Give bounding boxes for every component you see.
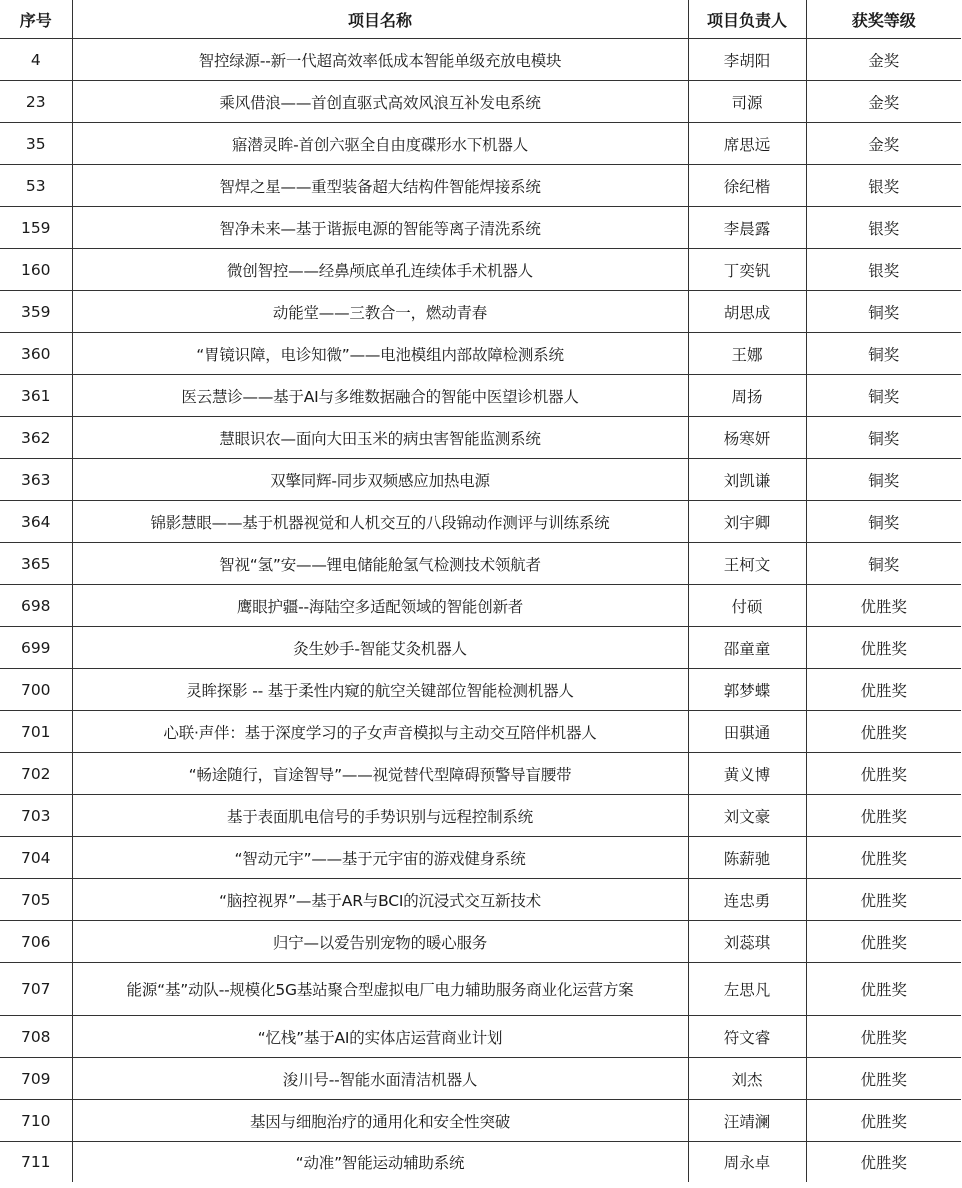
leader-cell: 连忠勇 <box>688 879 806 921</box>
leader-cell: 付硕 <box>688 585 806 627</box>
leader-cell: 杨寒妍 <box>688 417 806 459</box>
project-name-cell: “动准”智能运动辅助系统 <box>72 1142 688 1183</box>
award-cell: 优胜奖 <box>806 669 961 711</box>
project-name-cell: 锦影慧眼——基于机器视觉和人机交互的八段锦动作测评与训练系统 <box>72 501 688 543</box>
award-cell: 优胜奖 <box>806 711 961 753</box>
serial-cell: 706 <box>0 921 72 963</box>
leader-cell: 符文睿 <box>688 1016 806 1058</box>
table-row <box>0 1016 961 1058</box>
serial-cell: 4 <box>0 39 72 81</box>
leader-cell: 汪靖澜 <box>688 1100 806 1142</box>
leader-cell: 黄义博 <box>688 753 806 795</box>
table-row <box>0 123 961 165</box>
serial-cell: 53 <box>0 165 72 207</box>
serial-cell: 364 <box>0 501 72 543</box>
serial-cell: 711 <box>0 1142 72 1183</box>
award-cell: 银奖 <box>806 207 961 249</box>
table-row <box>0 1142 961 1183</box>
leader-cell: 胡思成 <box>688 291 806 333</box>
table-row <box>0 249 961 291</box>
serial-cell: 700 <box>0 669 72 711</box>
table-row <box>0 963 961 1016</box>
serial-cell: 23 <box>0 81 72 123</box>
leader-cell: 左思凡 <box>688 963 806 1016</box>
award-cell: 铜奖 <box>806 417 961 459</box>
serial-cell: 35 <box>0 123 72 165</box>
project-name-cell: “忆栈”基于AI的实体店运营商业计划 <box>72 1016 688 1058</box>
project-name-cell: 心联·声伴：基于深度学习的子女声音模拟与主动交互陪伴机器人 <box>72 711 688 753</box>
serial-cell: 709 <box>0 1058 72 1100</box>
leader-cell: 王娜 <box>688 333 806 375</box>
leader-cell: 王柯文 <box>688 543 806 585</box>
table-row <box>0 1058 961 1100</box>
table-row <box>0 417 961 459</box>
project-name-cell: 能源“基”动队--规模化5G基站聚合型虚拟电厂电力辅助服务商业化运营方案 <box>72 963 688 1016</box>
serial-cell: 704 <box>0 837 72 879</box>
serial-cell: 699 <box>0 627 72 669</box>
project-name-cell: 浚川号--智能水面清洁机器人 <box>72 1058 688 1100</box>
serial-cell: 160 <box>0 249 72 291</box>
award-cell: 优胜奖 <box>806 795 961 837</box>
award-cell: 铜奖 <box>806 333 961 375</box>
project-name-cell: 基于表面肌电信号的手势识别与远程控制系统 <box>72 795 688 837</box>
award-cell: 金奖 <box>806 123 961 165</box>
project-name-cell: 智净未来—基于谐振电源的智能等离子清洗系统 <box>72 207 688 249</box>
award-cell: 优胜奖 <box>806 963 961 1016</box>
header-row <box>0 0 961 39</box>
serial-cell: 703 <box>0 795 72 837</box>
project-name-cell: 双擎同辉-同步双频感应加热电源 <box>72 459 688 501</box>
award-cell: 金奖 <box>806 39 961 81</box>
project-name-cell: 动能堂——三教合一，燃动青春 <box>72 291 688 333</box>
award-cell: 铜奖 <box>806 501 961 543</box>
leader-cell: 徐纪楷 <box>688 165 806 207</box>
award-cell: 铜奖 <box>806 375 961 417</box>
table-row <box>0 879 961 921</box>
award-cell: 优胜奖 <box>806 1142 961 1183</box>
project-name-cell: 智视“氢”安——锂电储能舱氢气检测技术领航者 <box>72 543 688 585</box>
serial-cell: 708 <box>0 1016 72 1058</box>
award-cell: 优胜奖 <box>806 921 961 963</box>
award-cell: 金奖 <box>806 81 961 123</box>
header-serial: 序号 <box>0 0 72 39</box>
table-row <box>0 81 961 123</box>
header-leader: 项目负责人 <box>688 0 806 39</box>
leader-cell: 周永卓 <box>688 1142 806 1183</box>
project-name-cell: 鹰眼护疆--海陆空多适配领域的智能创新者 <box>72 585 688 627</box>
serial-cell: 362 <box>0 417 72 459</box>
table-row <box>0 333 961 375</box>
leader-cell: 邵童童 <box>688 627 806 669</box>
serial-cell: 702 <box>0 753 72 795</box>
table-row <box>0 585 961 627</box>
leader-cell: 席思远 <box>688 123 806 165</box>
serial-cell: 359 <box>0 291 72 333</box>
project-name-cell: 乘风借浪——首创直驱式高效风浪互补发电系统 <box>72 81 688 123</box>
serial-cell: 159 <box>0 207 72 249</box>
project-name-cell: 寤潜灵眸-首创六驱全自由度碟形水下机器人 <box>72 123 688 165</box>
table-row <box>0 501 961 543</box>
project-name-cell: “脑控视界”—基于AR与BCI的沉浸式交互新技术 <box>72 879 688 921</box>
table-row <box>0 543 961 585</box>
serial-cell: 701 <box>0 711 72 753</box>
award-cell: 优胜奖 <box>806 627 961 669</box>
project-name-cell: 慧眼识农—面向大田玉米的病虫害智能监测系统 <box>72 417 688 459</box>
serial-cell: 710 <box>0 1100 72 1142</box>
project-name-cell: 归宁—以爱告别宠物的暖心服务 <box>72 921 688 963</box>
serial-cell: 365 <box>0 543 72 585</box>
leader-cell: 司源 <box>688 81 806 123</box>
project-name-cell: 医云慧诊——基于AI与多维数据融合的智能中医望诊机器人 <box>72 375 688 417</box>
table-row <box>0 1100 961 1142</box>
table-row <box>0 207 961 249</box>
table-row <box>0 165 961 207</box>
table-row <box>0 669 961 711</box>
leader-cell: 李晨露 <box>688 207 806 249</box>
project-name-cell: 微创智控——经鼻颅底单孔连续体手术机器人 <box>72 249 688 291</box>
leader-cell: 田骐通 <box>688 711 806 753</box>
award-cell: 优胜奖 <box>806 1016 961 1058</box>
project-name-cell: “智动元宇”——基于元宇宙的游戏健身系统 <box>72 837 688 879</box>
project-name-cell: 基因与细胞治疗的通用化和安全性突破 <box>72 1100 688 1142</box>
leader-cell: 周扬 <box>688 375 806 417</box>
award-cell: 优胜奖 <box>806 1058 961 1100</box>
leader-cell: 刘杰 <box>688 1058 806 1100</box>
leader-cell: 刘凯谦 <box>688 459 806 501</box>
serial-cell: 698 <box>0 585 72 627</box>
serial-cell: 707 <box>0 963 72 1016</box>
award-cell: 优胜奖 <box>806 1100 961 1142</box>
serial-cell: 361 <box>0 375 72 417</box>
project-name-cell: “畅途随行，盲途智导”——视觉替代型障碍预警导盲腰带 <box>72 753 688 795</box>
project-name-cell: 灸生妙手-智能艾灸机器人 <box>72 627 688 669</box>
serial-cell: 360 <box>0 333 72 375</box>
leader-cell: 丁奕钒 <box>688 249 806 291</box>
table-row <box>0 753 961 795</box>
header-project-name: 项目名称 <box>72 0 688 39</box>
award-cell: 铜奖 <box>806 459 961 501</box>
award-cell: 优胜奖 <box>806 837 961 879</box>
leader-cell: 陈薪驰 <box>688 837 806 879</box>
leader-cell: 刘蕊琪 <box>688 921 806 963</box>
table-row <box>0 711 961 753</box>
award-cell: 银奖 <box>806 165 961 207</box>
award-cell: 铜奖 <box>806 543 961 585</box>
leader-cell: 刘文豪 <box>688 795 806 837</box>
project-name-cell: 智控绿源--新一代超高效率低成本智能单级充放电模块 <box>72 39 688 81</box>
award-cell: 优胜奖 <box>806 753 961 795</box>
award-cell: 铜奖 <box>806 291 961 333</box>
project-name-cell: 灵眸探影 -- 基于柔性内窥的航空关键部位智能检测机器人 <box>72 669 688 711</box>
award-cell: 优胜奖 <box>806 585 961 627</box>
table-row <box>0 375 961 417</box>
table-row <box>0 291 961 333</box>
serial-cell: 363 <box>0 459 72 501</box>
project-name-cell: 智焊之星——重型装备超大结构件智能焊接系统 <box>72 165 688 207</box>
table-row <box>0 837 961 879</box>
table-row <box>0 795 961 837</box>
header-award: 获奖等级 <box>806 0 961 39</box>
leader-cell: 郭梦蝶 <box>688 669 806 711</box>
award-cell: 银奖 <box>806 249 961 291</box>
table-row <box>0 627 961 669</box>
table-row <box>0 921 961 963</box>
project-name-cell: “胃镜识障，电诊知微”——电池模组内部故障检测系统 <box>72 333 688 375</box>
leader-cell: 刘宇卿 <box>688 501 806 543</box>
table-row <box>0 459 961 501</box>
table-row <box>0 39 961 81</box>
leader-cell: 李胡阳 <box>688 39 806 81</box>
serial-cell: 705 <box>0 879 72 921</box>
award-cell: 优胜奖 <box>806 879 961 921</box>
